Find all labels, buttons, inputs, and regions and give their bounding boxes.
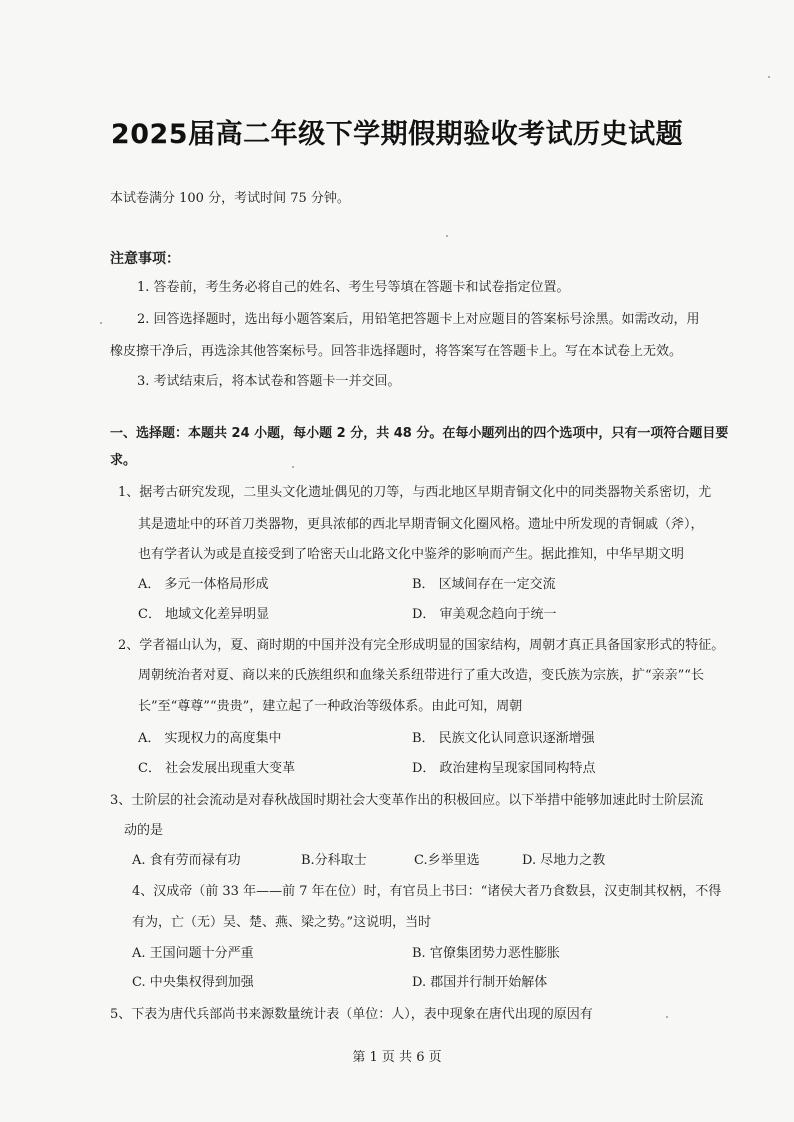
question-2-option-c: C． 社会发展出现重大变革: [138, 761, 296, 776]
question-4-option-a: A. 王国问题十分严重: [132, 946, 254, 961]
question-1-option-d: D． 审美观念趋向于统一: [412, 607, 557, 622]
question-2-line-1: 2、学者福山认为，夏、商时期的中国并没有完全形成明显的国家结构，周朝才真正具备国家形式的特征。: [118, 638, 725, 653]
note-item-3: 3. 考试结束后，将本试卷和答题卡一并交回。: [137, 374, 401, 389]
question-1-option-c: C． 地域文化差异明显: [138, 607, 270, 622]
question-4-line-1: 4、汉成帝（前 33 年——前 7 年在位）时，有官员上书曰：“诸侯大者乃食数县，汉吏制其权柄，不得: [132, 884, 722, 899]
section-heading-line-2: 求。: [110, 453, 137, 468]
question-3-option-d: D. 尽地力之教: [522, 853, 606, 868]
question-2-line-3: 长”至“尊尊”“贵贵”，建立起了一种政治等级体系。由此可知，周朝: [138, 699, 523, 714]
question-3-line-2: 动的是: [124, 823, 164, 838]
question-2-option-a: A． 实现权力的高度集中: [138, 731, 282, 746]
scan-speck: [446, 235, 448, 237]
page-title: 2025届高二年级下学期假期验收考试历史试题: [110, 119, 684, 150]
scan-speck: [768, 76, 770, 78]
note-item-2-line-1: 2. 回答选择题时，选出每小题答案后，用铅笔把答题卡上对应题目的答案标号涂黑。如需改动，用: [137, 312, 700, 327]
note-item-2-line-2: 橡皮擦干净后，再选涂其他答案标号。回答非选择题时，将答案写在答题卡上。写在本试卷上无效。: [110, 344, 683, 359]
note-item-1: 1. 答卷前，考生务必将自己的姓名、考生号等填在答题卡和试卷指定位置。: [137, 280, 570, 295]
scan-speck: [292, 466, 294, 468]
question-4-option-d: D. 郡国并行制开始解体: [412, 975, 548, 990]
question-1-line-2: 其是遗址中的环首刀类器物，更具浓郁的西北早期青铜文化圈风格。遗址中所发现的青铜戚（斧），: [138, 517, 704, 532]
question-2-option-b: B． 民族文化认同意识逐渐增强: [412, 731, 595, 746]
question-4-option-b: B. 官僚集团势力恶性膨胀: [412, 946, 560, 961]
question-1-option-b: B． 区域间存在一定交流: [412, 577, 556, 592]
question-1-line-1: 1、据考古研究发现，二里头文化遗址偶见的刀等，与西北地区早期青铜文化中的同类器物关系密切，尤: [118, 485, 712, 500]
question-3-option-a: A. 食有劳而禄有功: [132, 853, 241, 868]
section-heading-line-1: 一、选择题：本题共 24 小题，每小题 2 分，共 48 分。在每小题列出的四个选项中，只有一项符合题目要: [110, 426, 729, 441]
question-3-option-c: C.乡举里选: [414, 853, 480, 868]
page-footer: 第 1 页 共 6 页: [352, 1050, 442, 1065]
question-3-line-1: 3、士阶层的社会流动是对春秋战国时期社会大变革作出的积极回应。以下举措中能够加速此时士阶层流: [110, 793, 704, 808]
question-2-line-2: 周朝统治者对夏、商以来的氏族组织和血缘关系纽带进行了重大改造，变氏族为宗族，扩“亲亲”“长: [138, 668, 704, 683]
question-4-line-2: 有为，亡（无）吴、楚、燕、梁之势。”这说明，当时: [132, 915, 432, 930]
scan-speck: [100, 322, 102, 324]
question-1-line-3: 也有学者认为或是直接受到了哈密天山北路文化中鉴斧的影响而产生。据此推知，中华早期文明: [138, 547, 685, 562]
question-4-option-c: C. 中央集权得到加强: [132, 975, 254, 990]
notes-heading: 注意事项：: [110, 251, 180, 267]
exam-intro: 本试卷满分 100 分，考试时间 75 分钟。: [110, 191, 350, 206]
question-2-option-d: D． 政治建构呈现家国同构特点: [412, 761, 596, 776]
scan-speck: [666, 1016, 668, 1018]
question-1-option-a: A． 多元一体格局形成: [138, 577, 269, 592]
question-5-line-1: 5、下表为唐代兵部尚书来源数量统计表（单位：人），表中现象在唐代出现的原因有: [110, 1007, 593, 1022]
question-3-option-b: B.分科取士: [301, 853, 367, 868]
